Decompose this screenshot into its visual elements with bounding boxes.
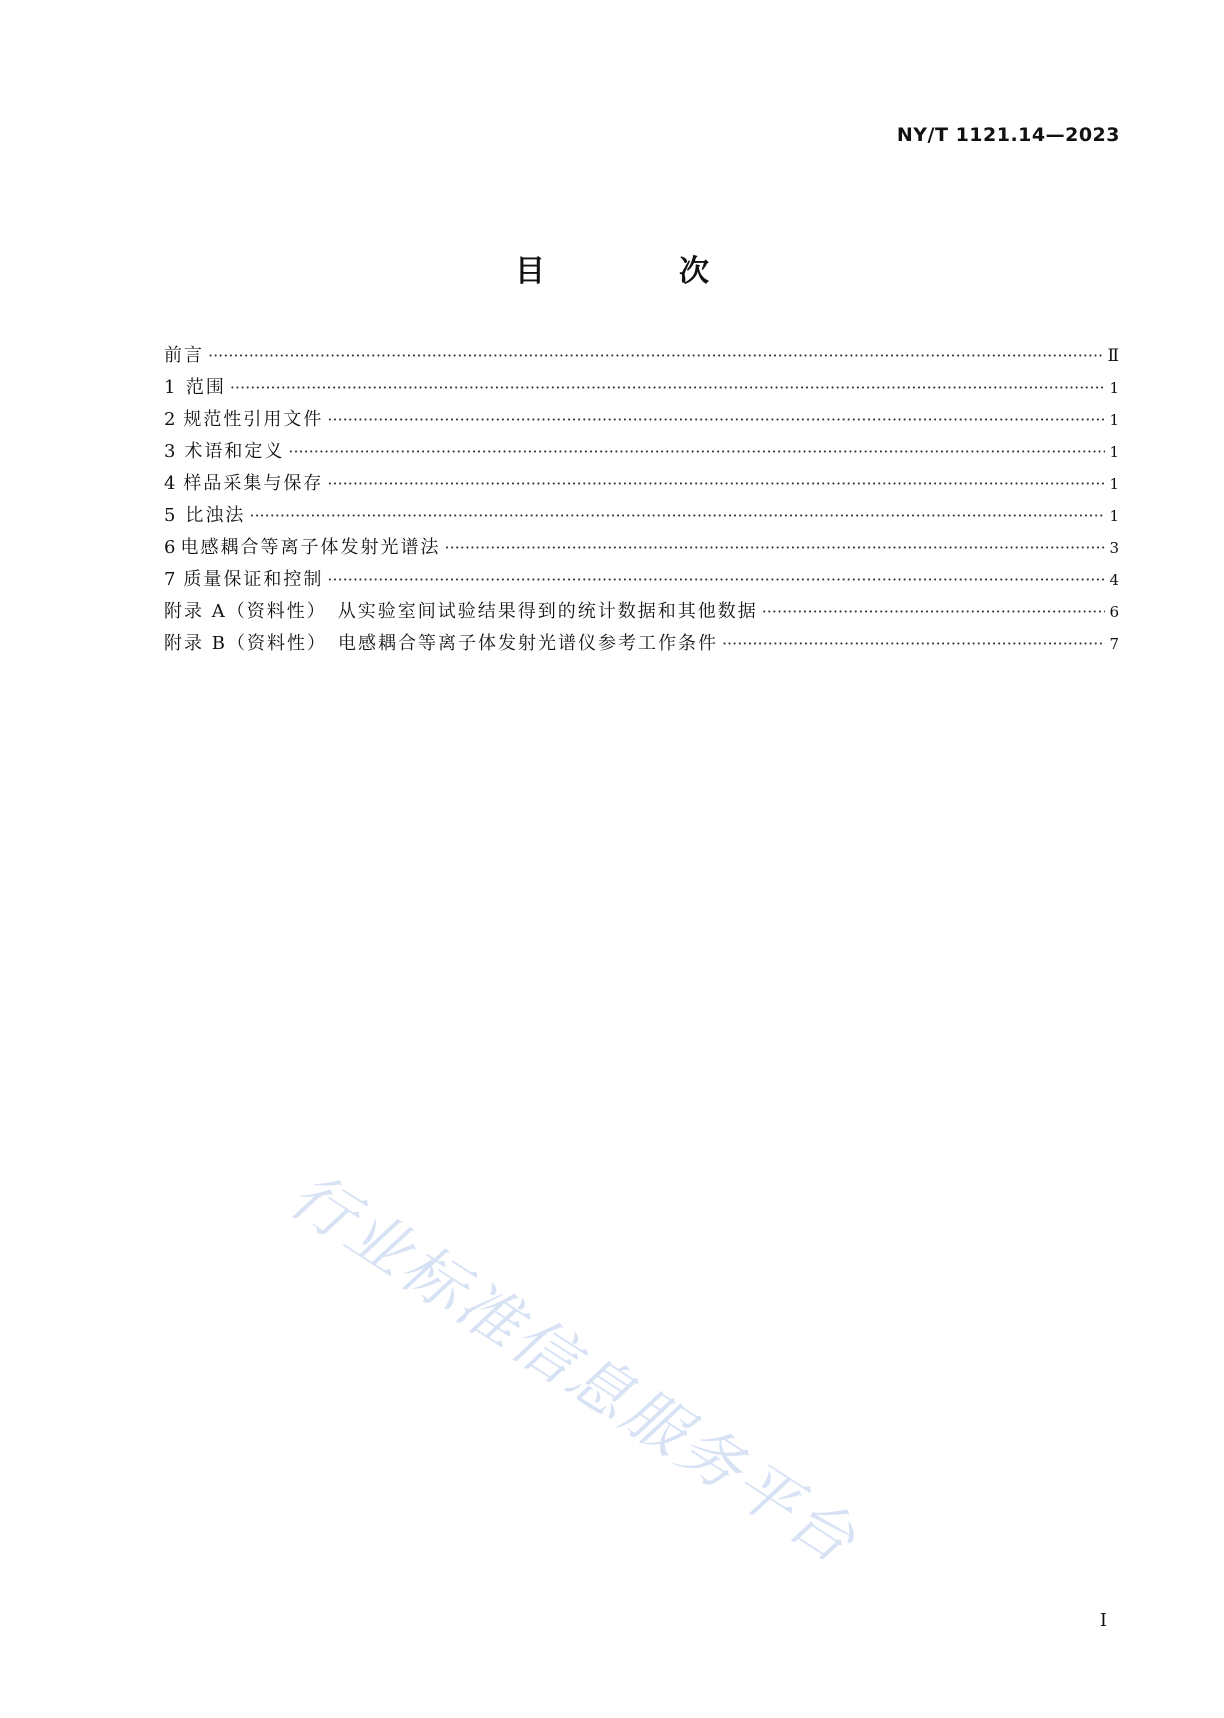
dot-leader (288, 442, 1105, 461)
toc-entry-title: 规范性引用文件 (183, 409, 324, 430)
toc-entry-number: 5 (164, 505, 176, 526)
toc-entry-3[interactable] (164, 437, 1119, 469)
toc-entry-number: 3 (164, 441, 176, 462)
toc-entry-7[interactable] (164, 565, 1119, 597)
toc-entry-title: 样品采集与保存 (183, 473, 324, 494)
toc-entry-1[interactable] (164, 373, 1119, 405)
dot-leader (327, 474, 1105, 493)
page-title: 目 次 (515, 254, 761, 289)
toc-entry-page: 1 (1109, 475, 1119, 493)
toc-entry-number: 4 (164, 473, 176, 494)
dot-leader (722, 634, 1105, 653)
toc-entry-page: 6 (1109, 603, 1119, 621)
toc-entry-title: 附录 A（资料性） 从实验室间试验结果得到的统计数据和其他数据 (164, 601, 758, 622)
toc-entry-6[interactable] (164, 533, 1119, 565)
toc-entry-page: 3 (1109, 539, 1119, 557)
toc-entry-number: 2 (164, 409, 176, 430)
dot-leader (230, 378, 1105, 397)
toc-entry-number: 1 (164, 377, 176, 398)
toc-entry-4[interactable] (164, 469, 1119, 501)
toc-entry-title: 比浊法 (185, 505, 246, 526)
toc-entry-page: 1 (1109, 507, 1119, 525)
table-of-contents (164, 341, 1119, 661)
toc-entry-page: 7 (1109, 635, 1119, 653)
dot-leader (249, 506, 1105, 525)
dot-leader (444, 538, 1105, 557)
toc-entry-title: 前言 (164, 345, 204, 366)
toc-entry-title: 质量保证和控制 (183, 569, 324, 590)
toc-entry-number: 6 (164, 537, 176, 558)
toc-entry-appendix-a[interactable] (164, 597, 1119, 629)
watermark: 行业标准信息服务平台 (277, 1158, 871, 1579)
toc-entry-foreword[interactable] (164, 341, 1119, 373)
dot-leader (208, 346, 1103, 365)
toc-entry-page: 1 (1109, 379, 1119, 397)
dot-leader (327, 410, 1105, 429)
toc-entry-title: 电感耦合等离子体发射光谱法 (180, 537, 441, 558)
toc-entry-appendix-b[interactable] (164, 629, 1119, 661)
toc-entry-number: 7 (164, 569, 176, 590)
toc-entry-title: 附录 B（资料性） 电感耦合等离子体发射光谱仪参考工作条件 (164, 633, 718, 654)
toc-entry-title: 范围 (185, 377, 226, 398)
toc-entry-page: 1 (1109, 411, 1119, 429)
standard-code: NY/T 1121.14—2023 (896, 124, 1120, 146)
dot-leader (327, 570, 1105, 589)
toc-entry-page: 1 (1109, 443, 1119, 461)
toc-entry-2[interactable] (164, 405, 1119, 437)
footer-page-number: I (1099, 1610, 1107, 1631)
toc-entry-page: Ⅱ (1107, 346, 1119, 366)
toc-entry-5[interactable] (164, 501, 1119, 533)
toc-entry-title: 术语和定义 (184, 441, 285, 462)
toc-entry-page: 4 (1109, 571, 1119, 589)
dot-leader (762, 602, 1105, 621)
